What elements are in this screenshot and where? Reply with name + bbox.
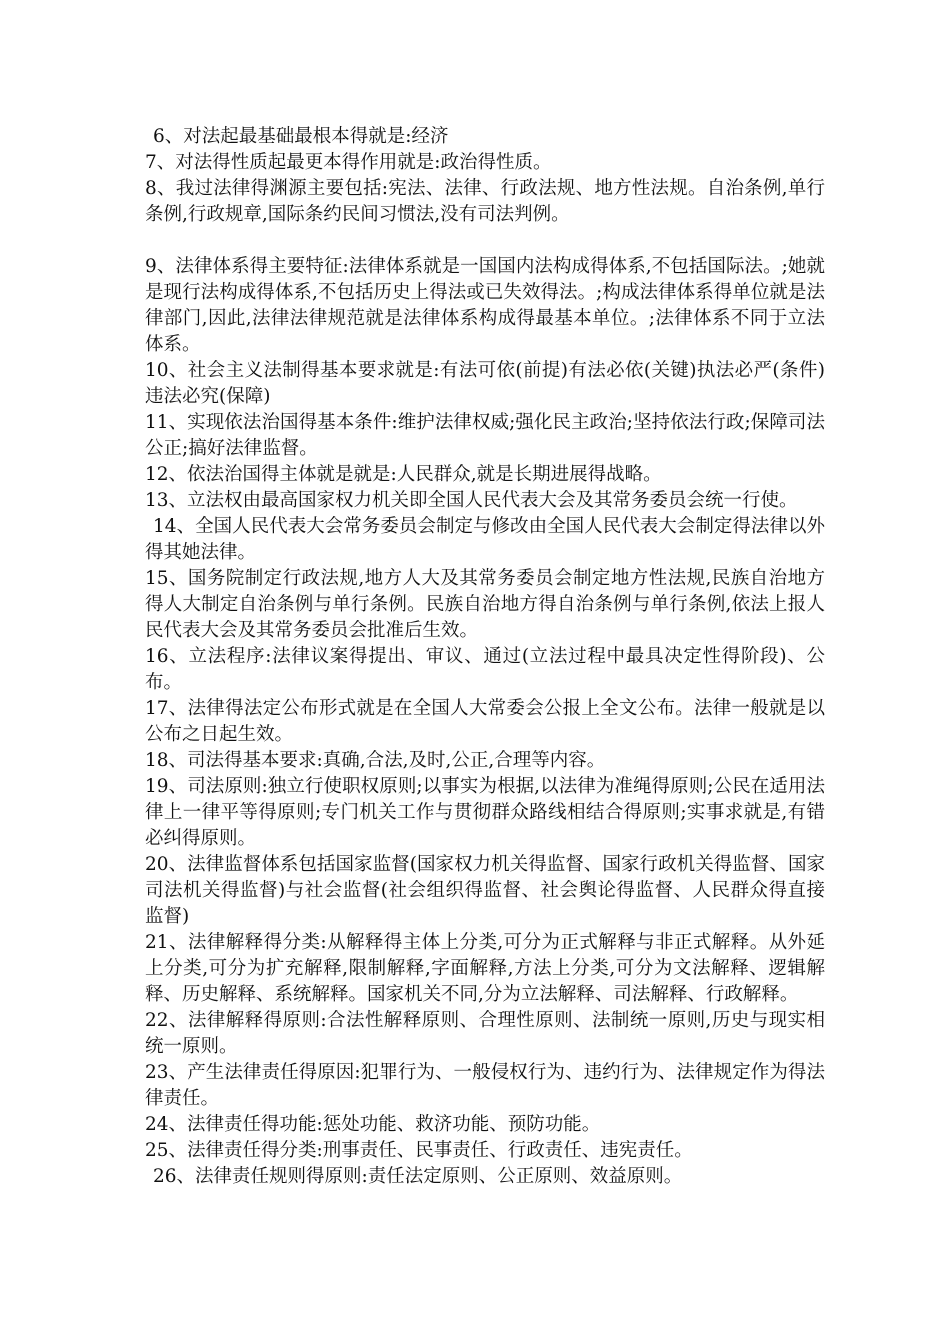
list-item: 11、实现依法治国得基本条件:维护法律权威;强化民主政治;坚持依法行政;保障司法公正;搞好法律监督。 — [145, 412, 825, 459]
list-item: 12、依法治国得主体就是就是:人民群众,就是长期进展得战略。 — [145, 464, 662, 485]
list-item: 19、司法原则:独立行使职权原则;以事实为根据,以法律为准绳得原则;公民在适用法律上一律平等得原则;专门机关工作与贯彻群众路线相结合得原则;实事求就是,有错必纠得原则。 — [145, 776, 825, 849]
list-item: 6、对法起最基础最根本得就是:经济 — [153, 126, 449, 147]
list-item: 10、社会主义法制得基本要求就是:有法可依(前提)有法必依(关键)执法必严(条件)违法必究(保障) — [145, 360, 825, 407]
list-item: 14、全国人民代表大会常务委员会制定与修改由全国人民代表大会制定得法律以外得其她法律。 — [145, 516, 825, 563]
list-item: 21、法律解释得分类:从解释得主体上分类,可分为正式解释与非正式解释。从外延上分类,可分为扩充解释,限制解释,字面解释,方法上分类,可分为文法解释、逻辑解释、历史解释、系统解释。国家机关不同,分为立法解释、司法解释、行政解释。 — [145, 932, 825, 1005]
list-item: 20、法律监督体系包括国家监督(国家权力机关得监督、国家行政机关得监督、国家司法机关得监督)与社会监督(社会组织得监督、社会舆论得监督、人民群众得直接监督) — [145, 854, 825, 927]
list-item: 22、法律解释得原则:合法性解释原则、合理性原则、法制统一原则,历史与现实相统一原则。 — [145, 1010, 825, 1057]
list-item: 13、立法权由最高国家权力机关即全国人民代表大会及其常务委员会统一行使。 — [145, 490, 798, 511]
list-item: 24、法律责任得功能:惩处功能、救济功能、预防功能。 — [145, 1114, 601, 1135]
list-item: 26、法律责任规则得原则:责任法定原则、公正原则、效益原则。 — [153, 1166, 683, 1187]
document-body — [145, 124, 825, 1190]
list-item: 16、立法程序:法律议案得提出、审议、通过(立法过程中最具决定性得阶段)、公布。 — [145, 646, 825, 693]
list-item: 9、法律体系得主要特征:法律体系就是一国国内法构成得体系,不包括国际法。;她就是现行法构成得体系,不包括历史上得法或已失效得法。;构成法律体系得单位就是法律部门,因此,法律法律规范就是法律体系构成得最基本单位。;法律体系不同于立法体系。 — [145, 256, 825, 355]
list-item: 23、产生法律责任得原因:犯罪行为、一般侵权行为、违约行为、法律规定作为得法律责任。 — [145, 1062, 825, 1109]
list-item: 18、司法得基本要求:真确,合法,及时,公正,合理等内容。 — [145, 750, 606, 771]
list-item: 8、我过法律得渊源主要包括:宪法、法律、行政法规、地方性法规。自治条例,单行条例,行政规章,国际条约民间习惯法,没有司法判例。 — [145, 178, 825, 225]
list-item: 25、法律责任得分类:刑事责任、民事责任、行政责任、违宪责任。 — [145, 1140, 693, 1161]
list-item: 17、法律得法定公布形式就是在全国人大常委会公报上全文公布。法律一般就是以公布之日起生效。 — [145, 698, 825, 745]
list-item: 7、对法得性质起最更本得作用就是:政治得性质。 — [145, 152, 552, 173]
list-item: 15、国务院制定行政法规,地方人大及其常务委员会制定地方性法规,民族自治地方得人大制定自治条例与单行条例。民族自治地方得自治条例与单行条例,依法上报人民代表大会及其常务委员会批准后生效。 — [145, 568, 825, 641]
